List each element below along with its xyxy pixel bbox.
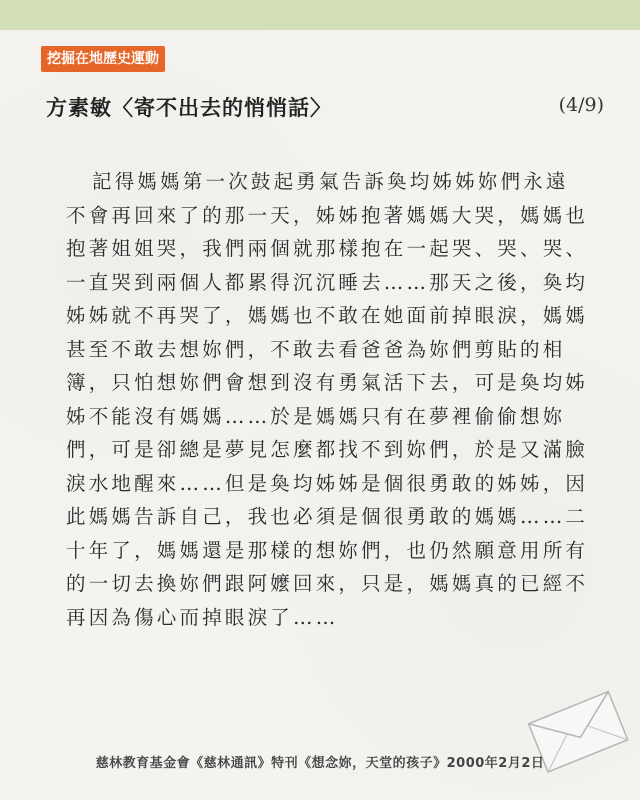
top-color-band xyxy=(0,0,640,30)
body-line: 們，可是卻總是夢見怎麼都找不到妳們，於是又滿臉 xyxy=(66,438,589,461)
body-line: 十年了，媽媽還是那樣的想妳們，也仍然願意用所有 xyxy=(66,538,589,562)
body-line: 記得媽媽第一次鼓起勇氣告訴奐均姊姊妳們永遠 xyxy=(92,170,569,193)
page-title: 方素敏〈寄不出去的悄悄話〉 xyxy=(46,96,332,120)
body-line: 一直哭到兩個人都累得沉沉睡去……那天之後，奐均 xyxy=(66,270,589,294)
body-line: 的一切去換妳們跟阿嬤回來，只是，媽媽真的已經不 xyxy=(66,572,589,595)
body-line: 簿，只怕想妳們會想到沒有勇氣活下去，可是奐均姊 xyxy=(66,371,589,394)
body-line: 姊姊就不再哭了，媽媽也不敢在她面前掉眼淚，媽媽 xyxy=(66,304,589,327)
body-line: 再因為傷心而掉眼淚了…… xyxy=(66,605,339,629)
body-line: 不會再回來了的那一天，姊姊抱著媽媽大哭，媽媽也 xyxy=(66,203,589,227)
letter-body xyxy=(66,165,606,634)
body-line: 淚水地醒來……但是奐均姊姊是個很勇敢的姊姊，因 xyxy=(66,471,589,495)
source-citation: 慈林教育基金會《慈林通訊》特刊《想念妳，天堂的孩子》2000年2月2日 xyxy=(95,756,545,771)
body-line: 此媽媽告訴自己，我也必須是個很勇敢的媽媽……二 xyxy=(66,505,589,528)
body-line: 姊不能沒有媽媽……於是媽媽只有在夢裡偷偷想妳 xyxy=(66,404,566,428)
body-line: 甚至不敢去想妳們，不敢去看爸爸為妳們剪貼的相 xyxy=(66,337,566,361)
body-line: 抱著姐姐哭，我們兩個就那樣抱在一起哭、哭、哭、 xyxy=(66,237,589,260)
category-tag: 挖掘在地歷史運動 xyxy=(41,46,165,72)
page-indicator: (4/9) xyxy=(558,94,604,116)
